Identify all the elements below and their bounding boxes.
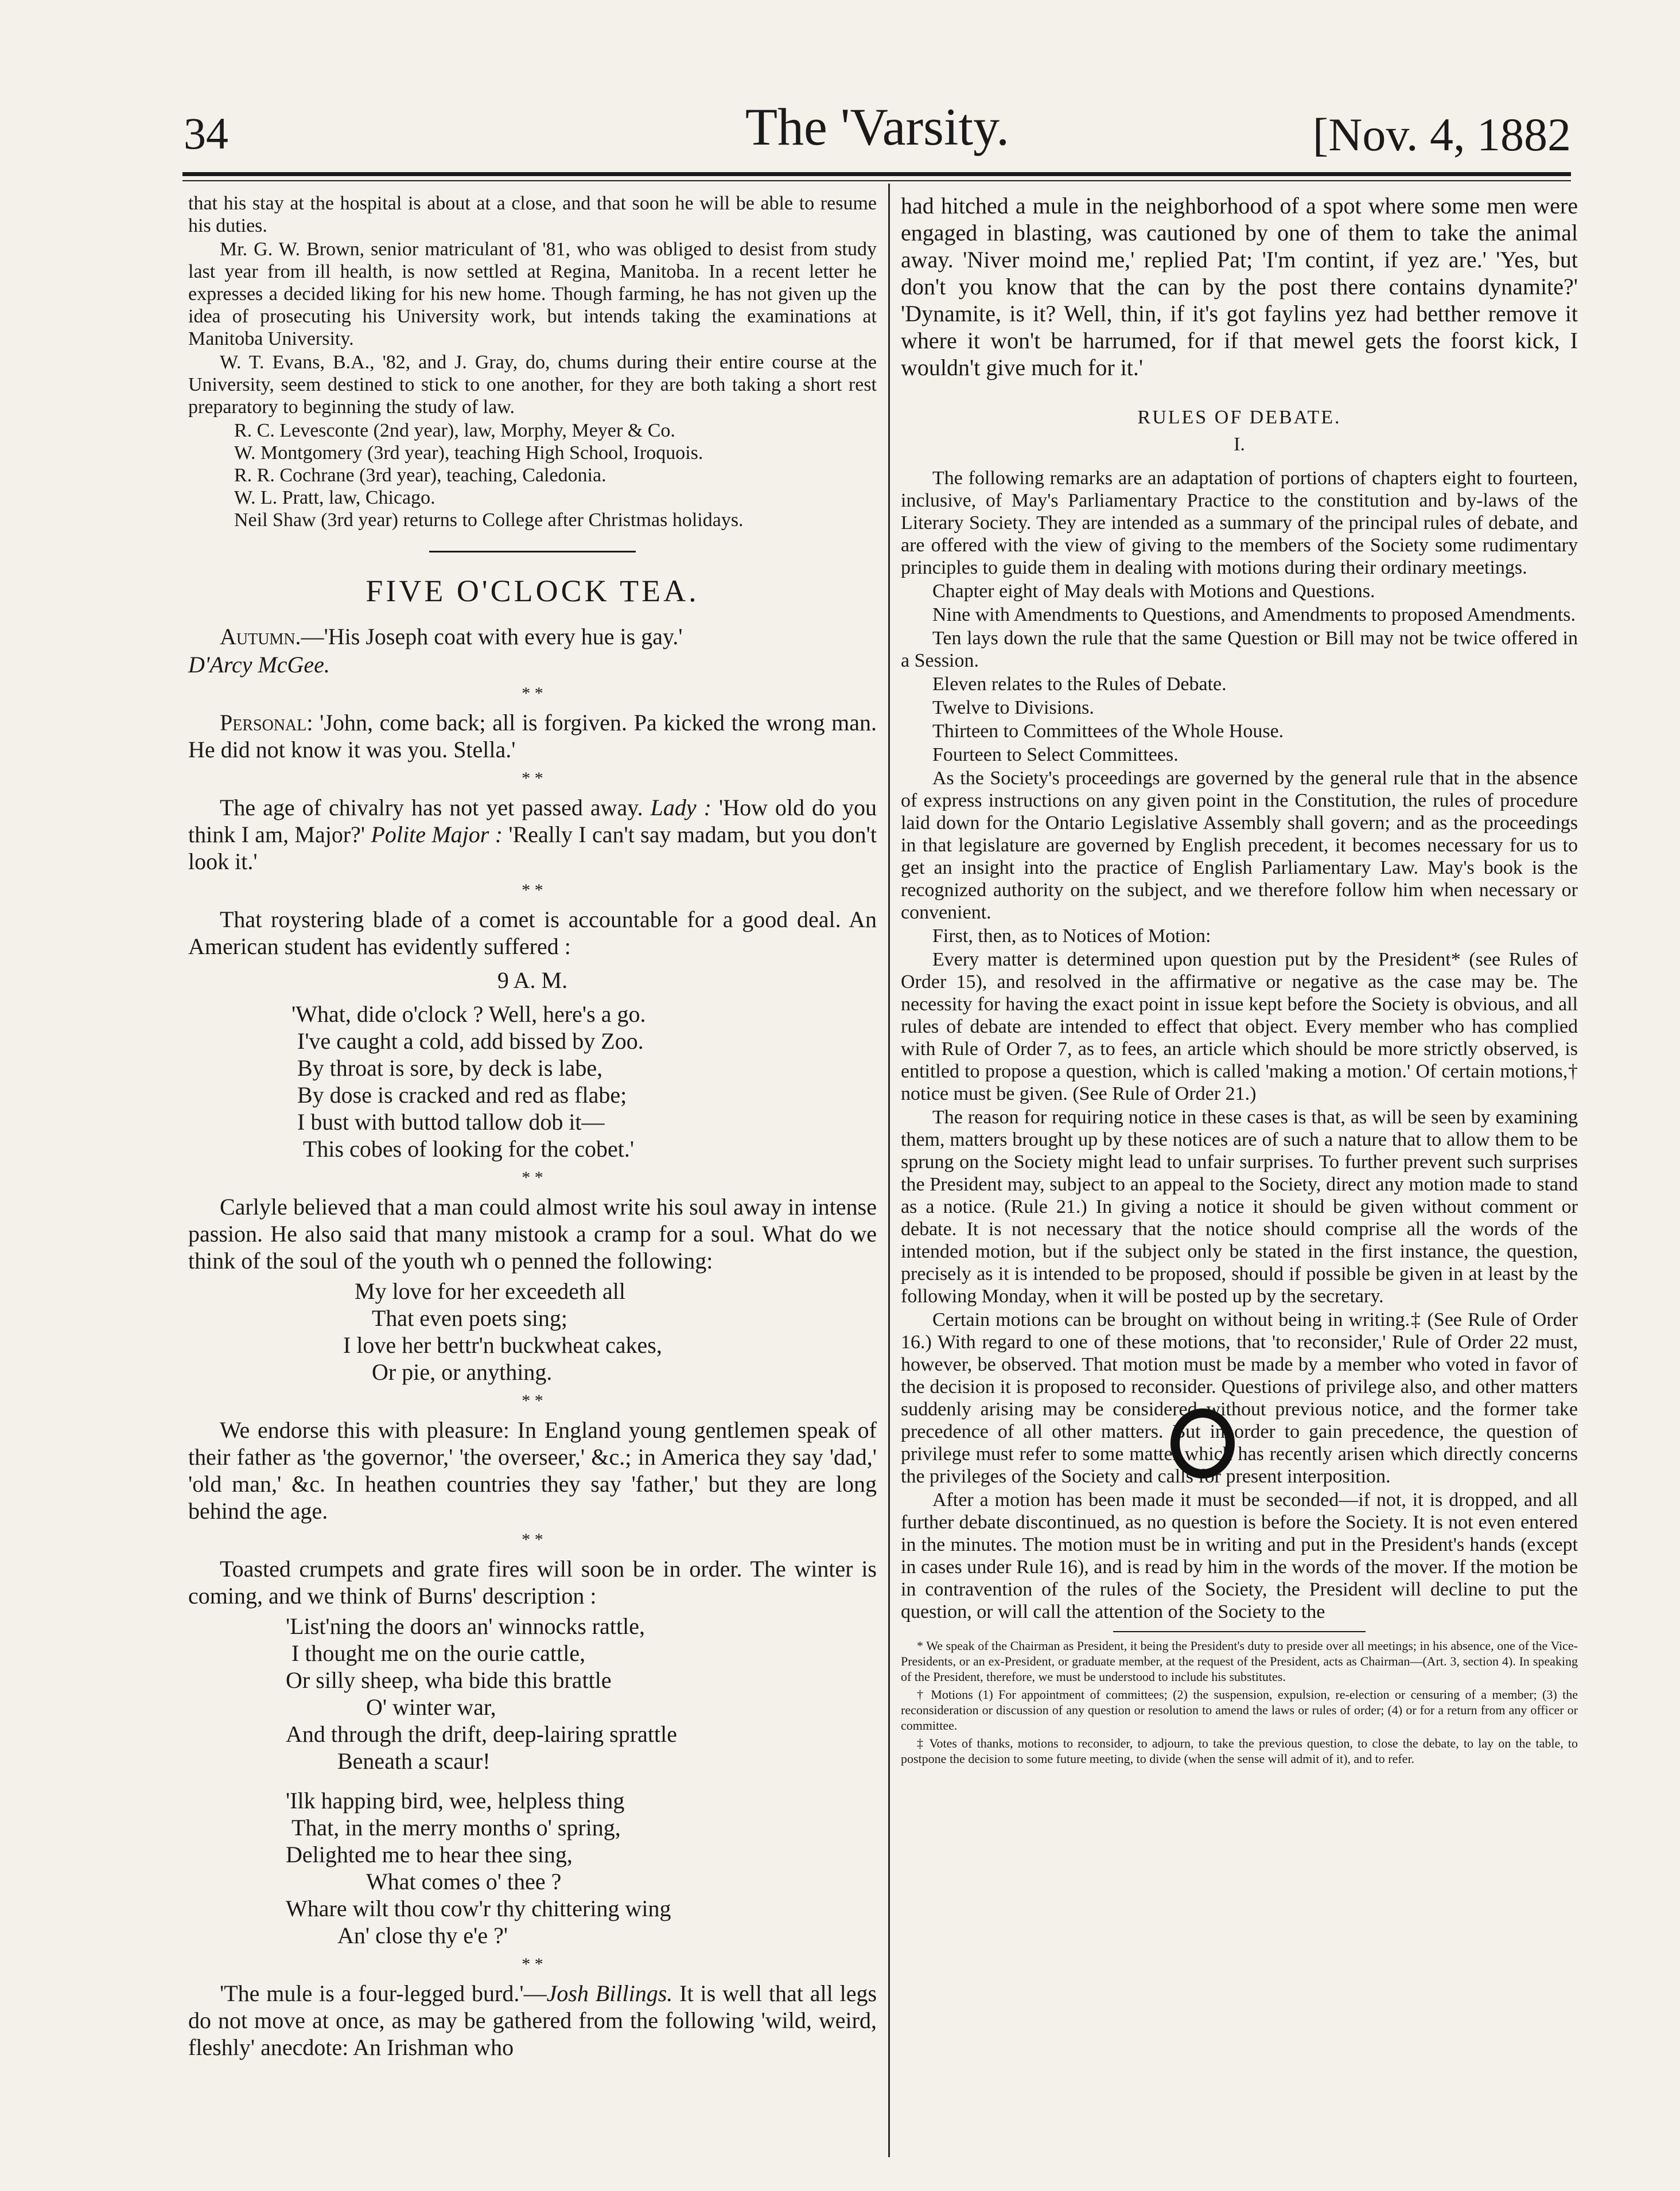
- text-run: The age of chivalry has not yet passed away.: [220, 795, 643, 820]
- time-line: 9 A. M.: [497, 967, 568, 993]
- paragraph: Fourteen to Select Committees.: [932, 744, 1179, 765]
- section-heading: RULES OF DEBATE.: [1137, 407, 1341, 428]
- text-run: 'The mule is a four-legged burd.'—: [220, 1980, 547, 2006]
- paragraph: [188, 1980, 877, 2061]
- separator-stars: * *: [522, 881, 543, 900]
- verse-line: Whare wilt thou cow'r thy chittering wing: [286, 1896, 671, 1921]
- paragraph: Chapter eight of May deals with Motions and Questions.: [932, 581, 1375, 602]
- section-heading: FIVE O'CLOCK TEA.: [365, 574, 699, 608]
- verse: [188, 1787, 877, 1949]
- paragraph: [188, 709, 877, 763]
- verse-line: I thought me on the ourie cattle,: [291, 1640, 586, 1666]
- verse-line: Or silly sheep, wha bide this brattle: [286, 1667, 612, 1693]
- footnote-divider: [1113, 1631, 1366, 1632]
- text-run: 'Really I can't say madam, but you don't look it.': [188, 822, 877, 874]
- column-separator: [888, 184, 890, 2157]
- verse-line: 'What, dide o'clock ? Well, here's a go.: [291, 1001, 646, 1027]
- verse-line: An' close thy e'e ?': [337, 1923, 508, 1948]
- paragraph: The following remarks are an adaptation of portions of chapters eight to fourteen, inclusive, of May's Parliamentary Practice to the constitution and by-laws of the Literary Society. They are intended as a summary of the principal rules of debate, and are offered with the view of giving to the members of the Society some rudimentary principles to guide them in dealing with motions during their ordinary meetings.: [901, 468, 1578, 578]
- footnote: ‡ Votes of thanks, motions to reconsider, to adjourn, to take the previous question, to close the debate, to lay on the table, to postpone the decision to some future meeting, to divide (when the sense will admit of it), and to refer.: [901, 1736, 1578, 1766]
- paragraph: First, then, as to Notices of Motion:: [932, 925, 1211, 947]
- verse-line: I've caught a cold, add bissed by Zoo.: [297, 1028, 644, 1054]
- section-divider: [429, 551, 636, 552]
- verse-line: And through the drift, deep-lairing sprattle: [286, 1721, 678, 1747]
- separator-stars: * *: [522, 1530, 543, 1549]
- footnote: † Motions (1) For appointment of committees; (2) the suspension, expulsion, re-election or censuring of a member; (3) the reconsideration or discussion of any question or resolution to amend the laws or rules of order; (4) or for a return from any officer or committee.: [901, 1687, 1578, 1733]
- verse-line: By throat is sore, by deck is labe,: [297, 1055, 603, 1081]
- autumn-label: Autumn.: [220, 624, 301, 649]
- personal-label: Personal: [220, 710, 307, 735]
- verse-line: 'List'ning the doors an' winnocks rattle,: [286, 1613, 645, 1639]
- separator-stars: * *: [522, 769, 543, 788]
- footnotes: [901, 1638, 1578, 1766]
- right-column: [901, 192, 1578, 1769]
- separator-stars: * *: [522, 684, 543, 703]
- paragraph: W. T. Evans, B.A., '82, and J. Gray, do, chums during their entire course at the University, seem destined to stick to one another, for they are both taking a short rest preparatory to beginning the study of law.: [188, 352, 877, 418]
- paragraph: Ten lays down the rule that the same Question or Bill may not be twice offered in a Session.: [901, 628, 1578, 671]
- header-rule-thin: [182, 180, 1571, 181]
- verse-line: I love her bettr'n buckwheat cakes,: [343, 1332, 662, 1358]
- autumn-source: D'Arcy McGee.: [188, 652, 330, 678]
- verse-line: O' winter war,: [366, 1694, 496, 1720]
- footnote: * We speak of the Chairman as President, it being the President's duty to preside over all meetings; in his absence, one of the Vice-Presidents, or an ex-President, or graduate member, at the request of the President, acts as Chairman—(Art. 3, section 4). In speaking of the President, therefore, we must be understood to include his substitutes.: [901, 1639, 1578, 1684]
- verse-line: This cobes of looking for the cobet.': [303, 1136, 635, 1162]
- verse-line: Or pie, or anything.: [372, 1359, 553, 1385]
- issue-date: [Nov. 4, 1882: [1312, 108, 1571, 161]
- separator-stars: * *: [522, 1391, 543, 1410]
- verse: [188, 1278, 877, 1386]
- speaker: Polite Major :: [371, 822, 503, 847]
- left-column: [188, 192, 877, 2062]
- paragraph: Mr. G. W. Brown, senior matriculant of '81, who was obliged to desist from study last year from ill health, is now settled at Regina, Manitoba. In a recent letter he expresses a decided liking for his new home. Though farming, he has not given up the idea of prosecuting his University work, but intends taking the examinations at Manitoba University.: [188, 239, 877, 349]
- verse-line: That, in the merry months o' spring,: [291, 1815, 621, 1840]
- paragraph: That roystering blade of a comet is accountable for a good deal. An American student has evidently suffered :: [188, 906, 877, 959]
- quote-source: Josh Billings.: [546, 1980, 673, 2006]
- text-run: It is well that all legs do not move at once, as may be gathered from the following 'wild, weird, fleshly' anecdote: An Irishman who: [188, 1980, 877, 2060]
- paragraph: [188, 794, 877, 875]
- paragraph: had hitched a mule in the neighborhood of a spot where some men were engaged in blasting, was cautioned by one of them to take the animal away. 'Niver moind me,' replied Pat; 'I'm contint, if yez are.' 'Yes, but don't you know that the can by the post there contains dynamite?' 'Dynamite, is it? Well, thin, if it's got faylins yez had betther remove it where it won't be harrumed, for if that mewel gets the foorst kick, I wouldn't give much for it.': [901, 193, 1578, 380]
- list-item: Neil Shaw (3rd year) returns to College after Christmas holidays.: [234, 509, 744, 531]
- verse: [188, 1613, 877, 1774]
- paragraph: Eleven relates to the Rules of Debate.: [932, 674, 1227, 695]
- verse-line: 'Ilk happing bird, wee, helpless thing: [286, 1788, 625, 1813]
- paragraph: Twelve to Divisions.: [932, 697, 1094, 718]
- paragraph: As the Society's proceedings are governed by the general rule that in the absence of express instructions on any given point in the Constitution, the rules of procedure laid down for the Ontario Legislative Assembly shall govern; and as the proceedings in that legislature are governed by English precedent, it becomes necessary for us to get an insight into the practice of English Parliamentary Law. May's book is the recognized authority on the subject, and we therefore follow him when necessary or convenient.: [901, 768, 1578, 923]
- text-run: 'How old do you think I am, Major?': [188, 795, 877, 847]
- speaker: Lady :: [650, 795, 711, 820]
- paragraph: Thirteen to Committees of the Whole House.: [932, 721, 1284, 742]
- paragraph: Nine with Amendments to Questions, and Amendments to proposed Amendments.: [932, 604, 1576, 625]
- paragraph: Toasted crumpets and grate fires will soon be in order. The winter is coming, and we think of Burns' description :: [188, 1556, 877, 1609]
- masthead-title: The 'Varsity.: [745, 98, 1010, 156]
- verse-line: Beneath a scaur!: [337, 1748, 491, 1774]
- header-rule: [182, 172, 1571, 176]
- paragraph: We endorse this with pleasure: In England young gentlemen speak of their father as 'the governor,' 'the overseer,' &c.; in America they say 'dad,' 'old man,' &c. In heathen countries they say 'father,' but they are long behind the age.: [188, 1417, 877, 1524]
- ink-blot: [1170, 1408, 1235, 1478]
- paragraph: Carlyle believed that a man could almost write his soul away in intense passion. He also said that many mistook a cramp for a soul. What do we think of the soul of the youth wh o penned the following:: [188, 1194, 877, 1274]
- list-item: W. L. Pratt, law, Chicago.: [234, 487, 435, 508]
- paragraph: The reason for requiring notice in these cases is that, as will be seen by examining them, matters brought up by these notices are of such a nature that to allow them to be sprung on the Society might lead to unfair surprises. To further prevent such surprises the President may, subject to an appeal to the Society, direct any motion made to stand as a notice. (Rule 21.) In giving a notice it should be given without comment or debate. It is not necessary that the notice should comprise all the words of the intended motion, but if the subject only be stated in the first instance, the question, precisely as it is intended to be proposed, should if possible be given in at least by the following Monday, when it will be posted up by the secretary.: [901, 1107, 1578, 1307]
- separator-stars: * *: [522, 1168, 543, 1187]
- paragraph: Certain motions can be brought on without being in writing.‡ (See Rule of Order 16.) With regard to one of these motions, that 'to reconsider,' Rule of Order 22 must, however, be observed. That motion must be made by a member who voted in favor of the decision it is proposed to reconsider. Questions of privilege also, and other matters suddenly arising may be considered without previous notice, and the former take precedence of all other matters. But in order to gain precedence, the question of privilege must refer to some matter which has recently arisen which directly concerns the privileges of the Society and calls for present interposition.: [901, 1309, 1578, 1487]
- autumn-text: —'His Joseph coat with every hue is gay.': [301, 624, 683, 649]
- page-header: [184, 96, 1571, 182]
- attribution: [188, 651, 877, 678]
- verse-line: By dose is cracked and red as flabe;: [297, 1082, 627, 1108]
- paragraph: After a motion has been made it must be seconded—if not, it is dropped, and all further debate discontinued, as no question is before the Society. It is not even entered in the minutes. The motion must be in writing and put in the President's hands (except in cases under Rule 16), and is read by him in the words of the mover. If the motion be in contravention of the rules of the Society, the President will decline to put the question, or will call the attention of the Society to the: [901, 1489, 1578, 1622]
- personal-text: : 'John, come back; all is forgiven. Pa kicked the wrong man. He did not know it was you. Stella.': [188, 710, 877, 762]
- verse-line: My love for her exceedeth all: [355, 1278, 626, 1304]
- paragraph: [188, 623, 877, 650]
- page-number: 34: [184, 108, 228, 158]
- verse-line: I bust with buttod tallow dob it—: [297, 1109, 605, 1135]
- verse-line: What comes o' thee ?: [366, 1869, 562, 1894]
- separator-stars: * *: [522, 1955, 543, 1974]
- verse-line: That even poets sing;: [372, 1305, 568, 1331]
- verse-line: Delighted me to hear thee sing,: [286, 1842, 573, 1867]
- paragraph: Every matter is determined upon question put by the President* (see Rules of Order 15), and resolved in the affirmative or negative as the case may be. The necessity for having the exact point in issue kept before the Society is obvious, and all rules of debate are intended to effect that object. Every member who has complied with Rule of Order 7, as to fees, an article which should be more strictly observed, is entitled to propose a question, which is called 'making a motion.' Of certain motions,† notice must be given. (See Rule of Order 21.): [901, 949, 1578, 1104]
- paragraph: that his stay at the hospital is about at a close, and that soon he will be able to resume his duties.: [188, 193, 877, 236]
- list-item: W. Montgomery (3rd year), teaching High School, Iroquois.: [234, 442, 703, 464]
- section-number: I.: [1234, 434, 1245, 455]
- list-item: R. C. Levesconte (2nd year), law, Morphy, Meyer & Co.: [234, 420, 675, 441]
- verse: [188, 1001, 877, 1162]
- list-item: R. R. Cochrane (3rd year), teaching, Caledonia.: [234, 465, 606, 486]
